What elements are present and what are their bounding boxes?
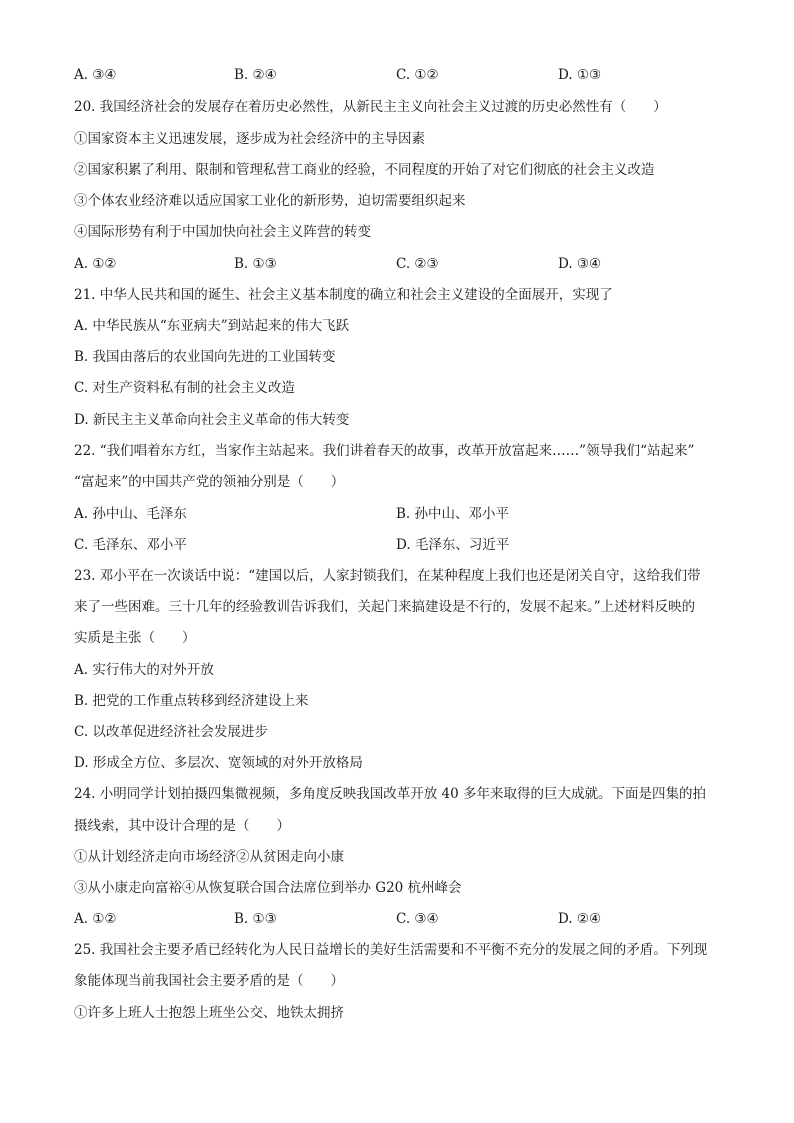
q20-item-1: ①国家资本主义迅速发展，逐步成为社会经济中的主导因素 bbox=[74, 131, 425, 147]
q23-stem-line-1: 23. 邓小平在一次谈话中说：“建国以后，人家封锁我们，在某种程度上我们也还是闭关自守，这给我们带 bbox=[74, 568, 701, 584]
q21-stem: 21. 中华人民共和国的诞生、社会主义基本制度的确立和社会主义建设的全面展开，实现了 bbox=[74, 287, 613, 303]
q19-option-b[interactable]: B. ②④ bbox=[234, 67, 277, 83]
q20-options bbox=[74, 255, 674, 273]
q22-stem-line-1: 22. “我们唱着东方红，当家作主站起来。我们讲着春天的故事，改革开放富起来……”领导我们“站起来” bbox=[74, 443, 695, 459]
q22-stem-line-2: “富起来”的中国共产党的领袖分别是（ ） bbox=[74, 474, 345, 490]
q19-option-c[interactable]: C. ①② bbox=[396, 67, 439, 83]
q25-item-1: ①许多上班人士抱怨上班坐公交、地铁太拥挤 bbox=[74, 1005, 344, 1021]
q21-option-a[interactable]: A. 中华民族从“东亚病夫”到站起来的伟大飞跃 bbox=[74, 318, 350, 334]
q23-stem-line-2: 来了一些困难。三十几年的经验教训告诉我们，关起门来搞建设是不行的，发展不起来。”上述材料反映的 bbox=[74, 599, 696, 615]
q25-stem-line-1: 25. 我国社会主要矛盾已经转化为人民日益增长的美好生活需要和不平衡不充分的发展之间的矛盾。下列现 bbox=[74, 942, 708, 958]
q21-option-d[interactable]: D. 新民主主义革命向社会主义革命的伟大转变 bbox=[74, 412, 350, 428]
q24-options bbox=[74, 910, 674, 928]
q24-item-2: ③从小康走向富裕④从恢复联合国合法席位到举办 G20 杭州峰会 bbox=[74, 880, 462, 896]
q20-item-3: ③个体农业经济难以适应国家工业化的新形势，迫切需要组织起来 bbox=[74, 193, 466, 209]
q20-stem: 20. 我国经济社会的发展存在着历史必然性，从新民主主义向社会主义过渡的历史必然性有（ ） bbox=[74, 99, 667, 115]
q23-option-d[interactable]: D. 形成全方位、多层次、宽领域的对外开放格局 bbox=[74, 755, 363, 771]
q22-options-row-1 bbox=[74, 505, 674, 523]
q20-option-c[interactable]: C. ②③ bbox=[396, 256, 439, 272]
q20-item-4: ④国际形势有利于中国加快向社会主义阵营的转变 bbox=[74, 224, 371, 240]
q22-option-c[interactable]: C. 毛泽东、邓小平 bbox=[74, 537, 187, 553]
q23-option-a[interactable]: A. 实行伟大的对外开放 bbox=[74, 662, 214, 678]
q20-item-2: ②国家积累了利用、限制和管理私营工商业的经验，不同程度的开始了对它们彻底的社会主义改造 bbox=[74, 162, 655, 178]
q19-option-d[interactable]: D. ①③ bbox=[558, 67, 602, 83]
q23-option-c[interactable]: C. 以改革促进经济社会发展进步 bbox=[74, 724, 268, 740]
q24-item-1: ①从计划经济走向市场经济②从贫困走向小康 bbox=[74, 849, 344, 865]
q19-option-a[interactable]: A. ③④ bbox=[74, 67, 117, 83]
q20-option-b[interactable]: B. ①③ bbox=[234, 256, 277, 272]
q21-option-b[interactable]: B. 我国由落后的农业国向先进的工业国转变 bbox=[74, 349, 336, 365]
q24-option-a[interactable]: A. ①② bbox=[74, 911, 117, 927]
q24-option-c[interactable]: C. ③④ bbox=[396, 911, 439, 927]
q22-option-d[interactable]: D. 毛泽东、习近平 bbox=[396, 537, 510, 553]
q19-options bbox=[74, 66, 674, 84]
q21-option-c[interactable]: C. 对生产资料私有制的社会主义改造 bbox=[74, 380, 295, 396]
q24-stem-line-2: 摄线索，其中设计合理的是（ ） bbox=[74, 818, 290, 834]
q25-stem-line-2: 象能体现当前我国社会主要矛盾的是（ ） bbox=[74, 973, 344, 989]
q22-option-b[interactable]: B. 孙中山、邓小平 bbox=[396, 506, 510, 522]
q20-option-a[interactable]: A. ①② bbox=[74, 256, 117, 272]
q23-stem-line-3: 实质是主张（ ） bbox=[74, 630, 196, 646]
q22-options-row-2 bbox=[74, 536, 674, 554]
q20-option-d[interactable]: D. ③④ bbox=[558, 256, 602, 272]
q24-stem-line-1: 24. 小明同学计划拍摄四集微视频，多角度反映我国改革开放 40 多年来取得的巨大成就。下面是四集的拍 bbox=[74, 786, 707, 802]
q22-option-a[interactable]: A. 孙中山、毛泽东 bbox=[74, 506, 187, 522]
q23-option-b[interactable]: B. 把党的工作重点转移到经济建设上来 bbox=[74, 693, 309, 709]
q24-option-b[interactable]: B. ①③ bbox=[234, 911, 277, 927]
q24-option-d[interactable]: D. ②④ bbox=[558, 911, 602, 927]
